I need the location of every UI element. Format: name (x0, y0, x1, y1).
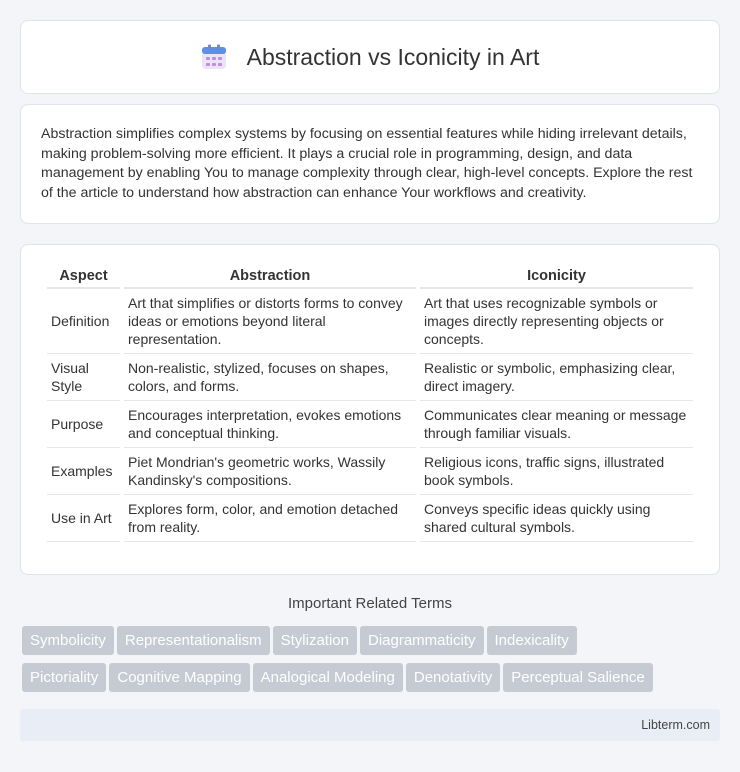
footer (20, 709, 720, 741)
calendar-icon (201, 44, 227, 70)
table-row (47, 354, 693, 401)
table-row (47, 495, 693, 542)
row-aspect: Examples (47, 448, 120, 495)
footer-brand-link[interactable]: Libterm.com (641, 718, 710, 732)
row-abstraction: Piet Mondrian's geometric works, Wassily Kandinsky's compositions. (124, 448, 416, 495)
row-aspect: Visual Style (47, 354, 120, 401)
row-abstraction: Explores form, color, and emotion detached from reality. (124, 495, 416, 542)
header-iconicity: Iconicity (420, 265, 693, 289)
tag-indexicality[interactable]: Indexicality (487, 626, 577, 655)
tag-analogical-modeling[interactable]: Analogical Modeling (253, 663, 403, 692)
row-iconicity: Religious icons, traffic signs, illustrated book symbols. (420, 448, 693, 495)
row-iconicity: Art that uses recognizable symbols or images directly representing objects or concepts. (420, 289, 693, 354)
row-iconicity: Conveys specific ideas quickly using shared cultural symbols. (420, 495, 693, 542)
tag-pictoriality[interactable]: Pictoriality (22, 663, 106, 692)
page-title: Abstraction vs Iconicity in Art (246, 43, 540, 70)
related-terms-tags (22, 626, 722, 700)
table-header-row (47, 265, 693, 289)
row-abstraction: Non-realistic, stylized, focuses on shapes, colors, and forms. (124, 354, 416, 401)
tag-diagrammaticity[interactable]: Diagrammaticity (360, 626, 484, 655)
tag-representationalism[interactable]: Representationalism (117, 626, 270, 655)
intro-card (20, 104, 720, 224)
row-abstraction: Art that simplifies or distorts forms to convey ideas or emotions beyond literal representation. (124, 289, 416, 354)
row-aspect: Definition (47, 289, 120, 354)
header-abstraction: Abstraction (124, 265, 416, 289)
related-terms-section (0, 595, 740, 626)
intro-text: Abstraction simplifies complex systems by focusing on essential features while hiding irrelevant details, making problem-solving more efficient. It plays a crucial role in programming, design, and data management by enabling You to manage complexity through clear, high-level concepts. Explore the rest of the article to understand how abstraction can enhance Your workflows and creativity. (41, 126, 693, 201)
related-terms-title: Important Related Terms (288, 595, 452, 612)
header-card (20, 20, 720, 94)
row-aspect: Purpose (47, 401, 120, 448)
tag-denotativity[interactable]: Denotativity (406, 663, 500, 692)
table-row (47, 448, 693, 495)
row-abstraction: Encourages interpretation, evokes emotions and conceptual thinking. (124, 401, 416, 448)
tag-symbolicity[interactable]: Symbolicity (22, 626, 114, 655)
row-iconicity: Realistic or symbolic, emphasizing clear, direct imagery. (420, 354, 693, 401)
tag-cognitive-mapping[interactable]: Cognitive Mapping (109, 663, 249, 692)
tag-perceptual-salience[interactable]: Perceptual Salience (503, 663, 652, 692)
table-row (47, 289, 693, 354)
tag-stylization[interactable]: Stylization (273, 626, 357, 655)
comparison-table (43, 265, 697, 542)
table-row (47, 401, 693, 448)
header-aspect: Aspect (47, 265, 120, 289)
row-iconicity: Communicates clear meaning or message through familiar visuals. (420, 401, 693, 448)
row-aspect: Use in Art (47, 495, 120, 542)
comparison-table-card (20, 244, 720, 575)
